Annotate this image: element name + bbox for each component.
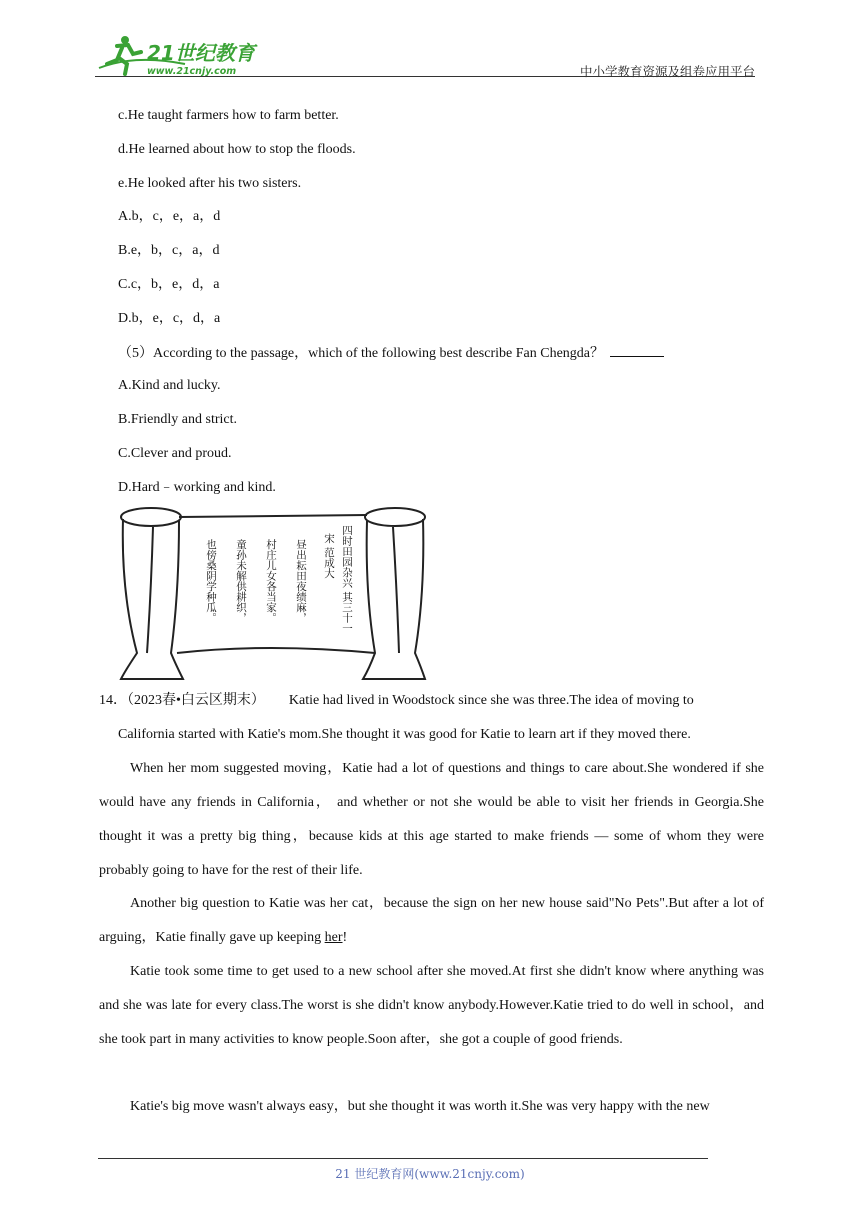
answer-blank[interactable] (610, 342, 664, 357)
question-source: （2023春•白云区期末） (127, 693, 265, 708)
footer-divider (98, 1158, 708, 1159)
passage-line-1: Katie had lived in Woodstock since she was three.The idea of moving to (288, 693, 694, 708)
question-5-text: （5）According to the passage，which of the following best describe Fan Chengda？ (118, 346, 605, 361)
q5-choice-c: C.Clever and proud. (118, 446, 232, 461)
para3-end: ! (342, 930, 348, 945)
choice-d: D.b，e，c，d，a (118, 311, 221, 326)
option-e: e.He looked after his two sisters. (118, 176, 302, 191)
passage-paragraph-3 (99, 887, 764, 955)
question-5 (118, 342, 664, 364)
q5-choice-d: D.Hard﹣working and kind. (118, 480, 276, 495)
poem-scroll-image (117, 503, 429, 683)
poem-title: 四时田园杂兴 其三十一 (341, 525, 353, 634)
page-footer[interactable]: 21 世纪教育网(www.21cnjy.com) (335, 1167, 525, 1181)
platform-title: 中小学教育资源及组卷应用平台 (579, 64, 755, 79)
passage-paragraph-5: Katie's big move wasn't always easy，but she thought it was worth it.She was very happy with the new (130, 1099, 710, 1114)
poem-line-1: 昼出耘田夜绩麻， (295, 539, 307, 623)
question-14-header (99, 691, 764, 711)
logo-21cnjy (95, 34, 265, 78)
underlined-word: her (324, 930, 343, 945)
logo-url: www.21cnjy.com (147, 66, 237, 77)
option-c: c.He taught farmers how to farm better. (118, 108, 339, 123)
choice-c: C.c，b，e，d，a (118, 277, 220, 292)
option-d: d.He learned about how to stop the floods. (118, 142, 356, 157)
choice-a: A.b，c，e，a，d (118, 209, 221, 224)
logo-text: 21世纪教育 (147, 41, 255, 65)
q5-choice-b: B.Friendly and strict. (118, 412, 237, 427)
poem-line-3: 童孙未解供耕织， (235, 539, 247, 623)
page-header (95, 34, 755, 78)
passage-line-2: California started with Katie's mom.She thought it was good for Katie to learn art if they moved there. (118, 727, 691, 742)
para3-text: Another big question to Katie was her cat，because the sign on her new house said"No Pets".But after a lot of arguing，Katie finally gave up keeping (99, 896, 764, 945)
question-number: 14． (99, 693, 127, 708)
passage-paragraph-4: Katie took some time to get used to a new school after she moved.At first she didn't know where anything was and she was late for every class.The worst is she didn't know anybody.However.Katie tried to do well in school，and she took part in many activities to know people.Soon after，she got a couple of good friends. (99, 964, 764, 1047)
poem-line-2: 村庄儿女各当家。 (265, 539, 277, 623)
passage-paragraph-2: When her mom suggested moving，Katie had a lot of questions and things to care about.She wondered if she would have any friends in California， and whether or not she would be able to visit her friends in Georgia.She thought it was a pretty big thing，because kids at this age started to make friends — some of whom they were probably going to have for the rest of their life. (99, 761, 764, 878)
poem-text (205, 525, 353, 633)
q5-choice-a: A.Kind and lucky. (118, 378, 221, 393)
poem-line-4: 也傍桑阴学种瓜。 (205, 539, 217, 623)
poem-author: 宋 范成大 (323, 533, 335, 579)
header-divider (95, 76, 755, 77)
choice-b: B.e，b，c，a，d (118, 243, 220, 258)
